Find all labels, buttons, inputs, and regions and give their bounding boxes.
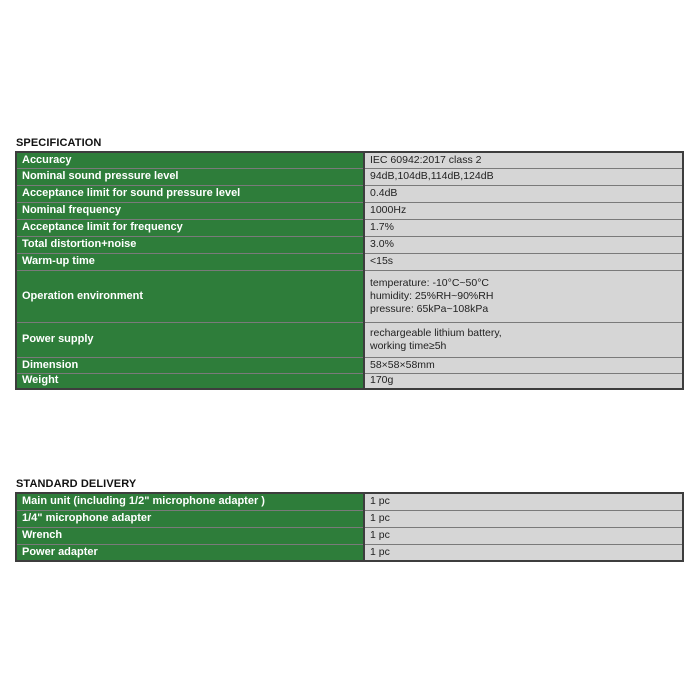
standard-delivery-title: STANDARD DELIVERY [16,478,137,490]
spec-value: 170g [364,373,683,389]
delivery-row-power-adapter [16,544,683,561]
delivery-row-wrench [16,527,683,544]
spec-label: Warm-up time [16,253,364,270]
delivery-label: Power adapter [16,544,364,561]
spec-label: Weight [16,373,364,389]
spec-row-accuracy [16,152,683,168]
delivery-row-main-unit [16,493,683,510]
delivery-value: 1 pc [364,544,683,561]
spec-row-nominal-spl [16,168,683,185]
spec-label: Accuracy [16,152,364,168]
spec-row-nominal-frequency [16,202,683,219]
delivery-value: 1 pc [364,527,683,544]
standard-delivery-table [15,492,684,562]
delivery-label: Main unit (including 1/2" microphone adapter ) [16,493,364,510]
delivery-row-microphone-adapter [16,510,683,527]
delivery-value: 1 pc [364,493,683,510]
spec-label: Nominal sound pressure level [16,168,364,185]
spec-value: 94dB,104dB,114dB,124dB [364,168,683,185]
specification-table [15,151,684,390]
spec-row-acceptance-spl [16,185,683,202]
spec-row-warmup [16,253,683,270]
spec-row-dimension [16,357,683,373]
spec-value: rechargeable lithium battery, working time≥5h [364,322,683,357]
spec-label: Acceptance limit for frequency [16,219,364,236]
spec-value: 58×58×58mm [364,357,683,373]
spec-value: IEC 60942:2017 class 2 [364,152,683,168]
delivery-value: 1 pc [364,510,683,527]
spec-value: 3.0% [364,236,683,253]
spec-value: 0.4dB [364,185,683,202]
spec-row-acceptance-frequency [16,219,683,236]
spec-value: 1000Hz [364,202,683,219]
spec-row-distortion [16,236,683,253]
spec-value: <15s [364,253,683,270]
spec-label: Dimension [16,357,364,373]
spec-label: Nominal frequency [16,202,364,219]
specification-title: SPECIFICATION [16,137,102,149]
spec-row-operation-environment [16,270,683,322]
delivery-label: 1/4" microphone adapter [16,510,364,527]
spec-value: temperature: -10°C~50°C humidity: 25%RH~90%RH pressure: 65kPa~108kPa [364,270,683,322]
spec-label: Acceptance limit for sound pressure level [16,185,364,202]
spec-row-power-supply [16,322,683,357]
delivery-label: Wrench [16,527,364,544]
spec-row-weight [16,373,683,389]
spec-value: 1.7% [364,219,683,236]
spec-label: Operation environment [16,270,364,322]
spec-label: Power supply [16,322,364,357]
spec-label: Total distortion+noise [16,236,364,253]
